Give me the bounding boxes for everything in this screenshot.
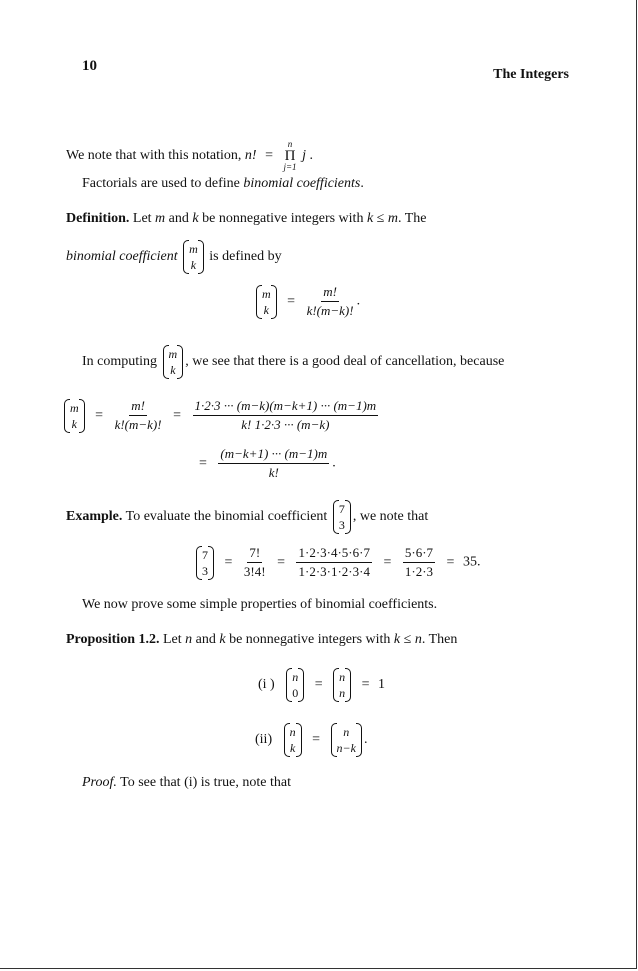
definition-line: Definition. Let m and k be nonnegative integers with k ≤ m. The: [66, 211, 427, 226]
properties-sentence: We now prove some simple properties of binomial coefficients.: [82, 597, 438, 612]
binom-m-k: m k: [256, 285, 277, 319]
cancellation-equation-line2: = $\frac{(m-k+1) \cdot\cdot\cdot (m-1)m}{k!}$ .: [199, 446, 336, 480]
proposition-part-i: (i ) n 0 = n n = 1: [258, 670, 386, 700]
definition-equation: m k = $\frac{m!}{k!(m-k)!}$ .: [254, 284, 360, 319]
proposition-part-ii: (ii) n k = n n−k .: [255, 725, 368, 755]
example-equation: 7 3 = $\frac{7!}{3!4!}$ = $\frac{1\cdot 2\cdot 3\cdot 4\cdot 5\cdot 6\cdot 7}{1\cdot 2\cdot 3\cdot 1\cdot 2\cdot 3\cdot 4}$ = $\frac{5\cdot 6\cdot 7}{1\cdot 2\cdot 3}$ = 35.: [194, 545, 480, 580]
definition-label: Definition.: [66, 211, 130, 226]
proposition-line: Proposition 1.2. Let n and k be nonnegative integers with k ≤ n. Then: [66, 632, 458, 647]
proposition-label: Proposition 1.2.: [66, 632, 160, 647]
page-number: 10: [82, 58, 97, 74]
binom-7-3: 7 3: [196, 546, 214, 580]
product-symbol: n Π j=1: [283, 139, 297, 172]
cancellation-equation-line1: m k = $\frac{m!}{k!(m-k)!}$ = $\frac{1\cdot 2\cdot 3 \cdot\cdot\cdot (m-k)(m-k+1) \cdot\cdot\cdot (m-1)m}{k! 1\cdot 2\cdot 3 \cdot\cdot\cdot (m-k)}$: [62, 398, 381, 433]
binom-m-k: m k: [163, 345, 184, 379]
notation-sentence: We note that with this notation, n! = n Π j=1 j .: [66, 139, 313, 172]
binom-m-k: m k: [183, 240, 204, 274]
proof-line: Proof. To see that (i) is true, note that: [82, 775, 291, 790]
factorial-fraction: $\frac{m!}{k!(m-k)!}$: [306, 284, 354, 318]
example-label: Example.: [66, 509, 123, 525]
factorials-sentence: Factorials are used to define binomial coefficients.: [82, 176, 364, 191]
example-line: Example. To evaluate the binomial coefficient 7 3 , we note that: [66, 502, 429, 532]
running-title: The Integers: [493, 67, 569, 82]
binom-7-3: 7 3: [333, 500, 351, 534]
definition-term-line: binomial coefficient m k is defined by: [66, 242, 282, 272]
computing-sentence: In computing m k , we see that there is a good deal of cancellation, because: [82, 347, 505, 377]
proof-label: Proof.: [82, 775, 117, 790]
binom-m-k: m k: [64, 399, 85, 433]
